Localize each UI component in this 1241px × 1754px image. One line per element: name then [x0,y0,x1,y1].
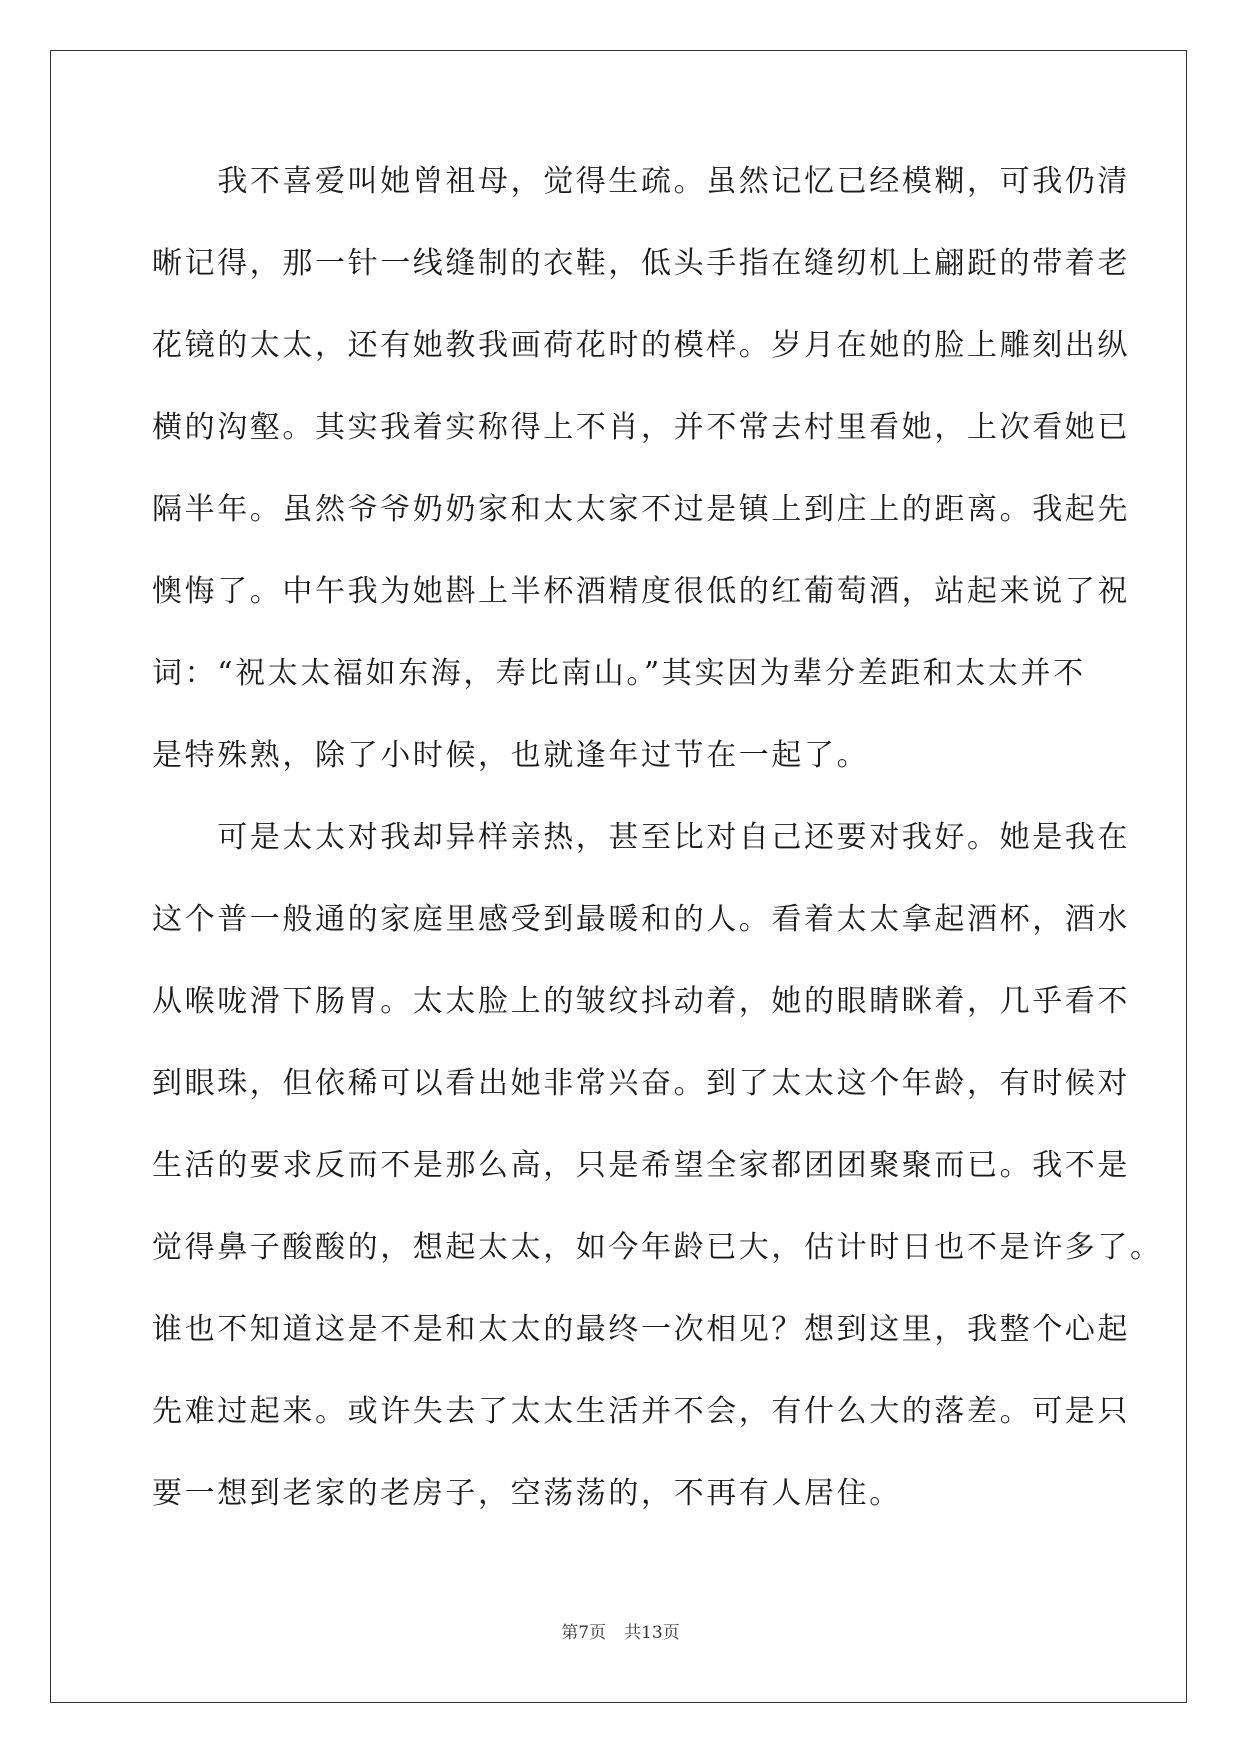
page-total: 共13页 [624,1623,680,1643]
text-line: 词：“祝太太福如东海，寿比南山。”其实因为辈分差距和太太并不 [152,656,1086,691]
text-line: 谁也不知道这是不是和太太的最终一次相见？想到这里，我整个心起 [152,1312,1130,1347]
page-number: 第7页 [561,1623,607,1643]
text-line: 是特殊熟，除了小时候，也就逢年过节在一起了。 [152,738,870,773]
text-line: 先难过起来。或许失去了太太生活并不会，有什么大的落差。可是只 [152,1394,1130,1429]
text-line: 生活的要求反而不是那么高，只是希望全家都团团聚聚而已。我不是 [152,1148,1130,1183]
document-body [152,164,1163,1564]
text-line: 觉得鼻子酸酸的，想起太太，如今年龄已大，估计时日也不是许多了。 [152,1230,1163,1265]
text-line: 到眼珠，但依稀可以看出她非常兴奋。到了太太这个年龄，有时候对 [152,1066,1130,1101]
page-footer [0,1618,1241,1643]
text-line: 我不喜爱叫她曾祖母，觉得生疏。虽然记忆已经模糊，可我仍清 [152,164,1130,199]
text-line: 花镜的太太，还有她教我画荷花时的模样。岁月在她的脸上雕刻出纵 [152,328,1130,363]
text-line: 隔半年。虽然爷爷奶奶家和太太家不过是镇上到庄上的距离。我起先 [152,492,1130,527]
text-line: 可是太太对我却异样亲热，甚至比对自己还要对我好。她是我在 [152,820,1130,855]
text-line: 懊悔了。中午我为她斟上半杯酒精度很低的红葡萄酒，站起来说了祝 [152,574,1130,609]
paragraph-1 [152,164,1130,826]
text-line: 要一想到老家的老房子，空荡荡的，不再有人居住。 [152,1476,902,1511]
paragraph-2 [152,820,1163,1564]
text-line: 从喉咙滑下肠胃。太太脸上的皱纹抖动着，她的眼睛眯着，几乎看不 [152,984,1130,1019]
text-line: 横的沟壑。其实我着实称得上不肖，并不常去村里看她，上次看她已 [152,410,1130,445]
text-line: 晰记得，那一针一线缝制的衣鞋，低头手指在缝纫机上翩跹的带着老 [152,246,1130,281]
text-line: 这个普一般通的家庭里感受到最暖和的人。看着太太拿起酒杯，酒水 [152,902,1130,937]
